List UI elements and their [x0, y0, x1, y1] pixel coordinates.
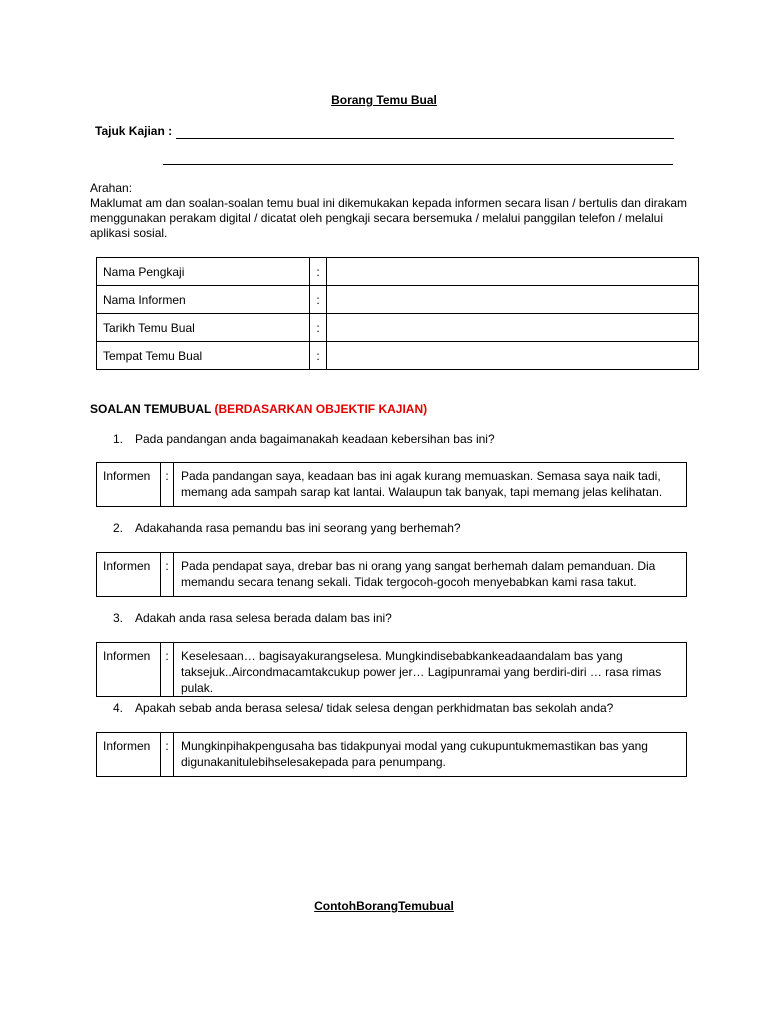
answer-table-3 [96, 642, 687, 697]
info-colon: : [310, 342, 327, 370]
answer-line: memandu secara tenang sekali. Tidak tergocoh-gocoh menyebabkan kami rasa takut. [181, 575, 637, 589]
question-number: 2. [113, 521, 124, 535]
answer-line: Keselesaan… bagisayakurangselesa. Mungkindisebabkankeadaandalam bas yang [181, 649, 623, 663]
answer-row [97, 463, 687, 507]
info-label: Tempat Temu Bual [97, 342, 310, 370]
info-row [97, 314, 699, 342]
info-label: Tarikh Temu Bual [97, 314, 310, 342]
answer-colon: : [161, 553, 174, 597]
respondent-label: Informen [97, 463, 161, 507]
answer-table-2 [96, 552, 687, 597]
question-text: Adakah anda rasa selesa berada dalam bas ini? [135, 611, 392, 625]
form-title: Borang Temu Bual [331, 93, 437, 107]
question-3 [113, 611, 392, 625]
instructions-text: Maklumat am dan soalan-soalan temu bual ini dikemukakan kepada informen secara lisan / bertulis dan dirakam menggunakan perakam digital / dicatat oleh pengkaji secara bersemuka / melalui panggilan telefon / melalui aplikasi sosial. [90, 196, 687, 240]
tajuk-kajian-label: Tajuk Kajian : [95, 124, 173, 138]
answer-colon: : [161, 733, 174, 777]
info-label: Nama Informen [97, 286, 310, 314]
info-value-tarikh [327, 314, 699, 342]
answer-colon: : [161, 463, 174, 507]
instructions [90, 181, 690, 241]
answer-text [174, 463, 687, 507]
section-heading [90, 402, 427, 416]
answer-table-1 [96, 462, 687, 507]
answer-table-4 [96, 732, 687, 777]
info-colon: : [310, 286, 327, 314]
question-2 [113, 521, 461, 535]
question-text: Adakahanda rasa pemandu bas ini seorang yang berhemah? [135, 521, 461, 535]
respondent-label: Informen [97, 553, 161, 597]
answer-line: memang ada sampah sarap kat lantai. Walaupun tak banyak, tapi memang jelas kelihatan. [181, 485, 663, 499]
question-text: Apakah sebab anda berasa selesa/ tidak selesa dengan perkhidmatan bas sekolah anda? [135, 701, 614, 715]
info-row [97, 258, 699, 286]
question-number: 3. [113, 611, 124, 625]
section-title: SOALAN TEMUBUAL [90, 402, 212, 416]
answer-row [97, 553, 687, 597]
question-text: Pada pandangan anda bagaimanakah keadaan kebersihan bas ini? [135, 432, 495, 446]
answer-line: digunakanitulebihselesakepada para penumpang. [181, 755, 446, 769]
instructions-heading: Arahan: [90, 181, 133, 195]
info-colon: : [310, 314, 327, 342]
answer-colon: : [161, 643, 174, 697]
info-table [96, 257, 699, 370]
question-1 [113, 432, 495, 446]
question-number: 4. [113, 701, 124, 715]
info-row [97, 286, 699, 314]
question-4 [113, 701, 613, 715]
info-value-tempat [327, 342, 699, 370]
info-colon: : [310, 258, 327, 286]
section-subtitle: (BERDASARKAN OBJEKTIF KAJIAN) [214, 402, 428, 416]
answer-text [174, 553, 687, 597]
question-number: 1. [113, 432, 124, 446]
answer-line: taksejuk..Aircondmacamtakcukup power jer… Lagipunramai yang berdiri-diri … rasa rimas pulak. [181, 665, 662, 695]
answer-row [97, 643, 687, 697]
info-label: Nama Pengkaji [97, 258, 310, 286]
info-value-nama-pengkaji [327, 258, 699, 286]
answer-line: Mungkinpihakpengusaha bas tidakpunyai modal yang cukupuntukmemastikan bas yang [181, 739, 648, 753]
info-value-nama-informen [327, 286, 699, 314]
footer-caption: ContohBorangTemubual [314, 899, 454, 913]
info-row [97, 342, 699, 370]
tajuk-kajian-line-1 [176, 138, 674, 139]
tajuk-kajian-line-2 [163, 164, 673, 165]
answer-row [97, 733, 687, 777]
respondent-label: Informen [97, 733, 161, 777]
answer-text [174, 733, 687, 777]
answer-line: Pada pandangan saya, keadaan bas ini agak kurang memuaskan. Semasa saya naik tadi, [181, 469, 661, 483]
respondent-label: Informen [97, 643, 161, 697]
answer-text [174, 643, 687, 697]
answer-line: Pada pendapat saya, drebar bas ni orang yang sangat berhemah dalam pemanduan. Dia [181, 559, 656, 573]
